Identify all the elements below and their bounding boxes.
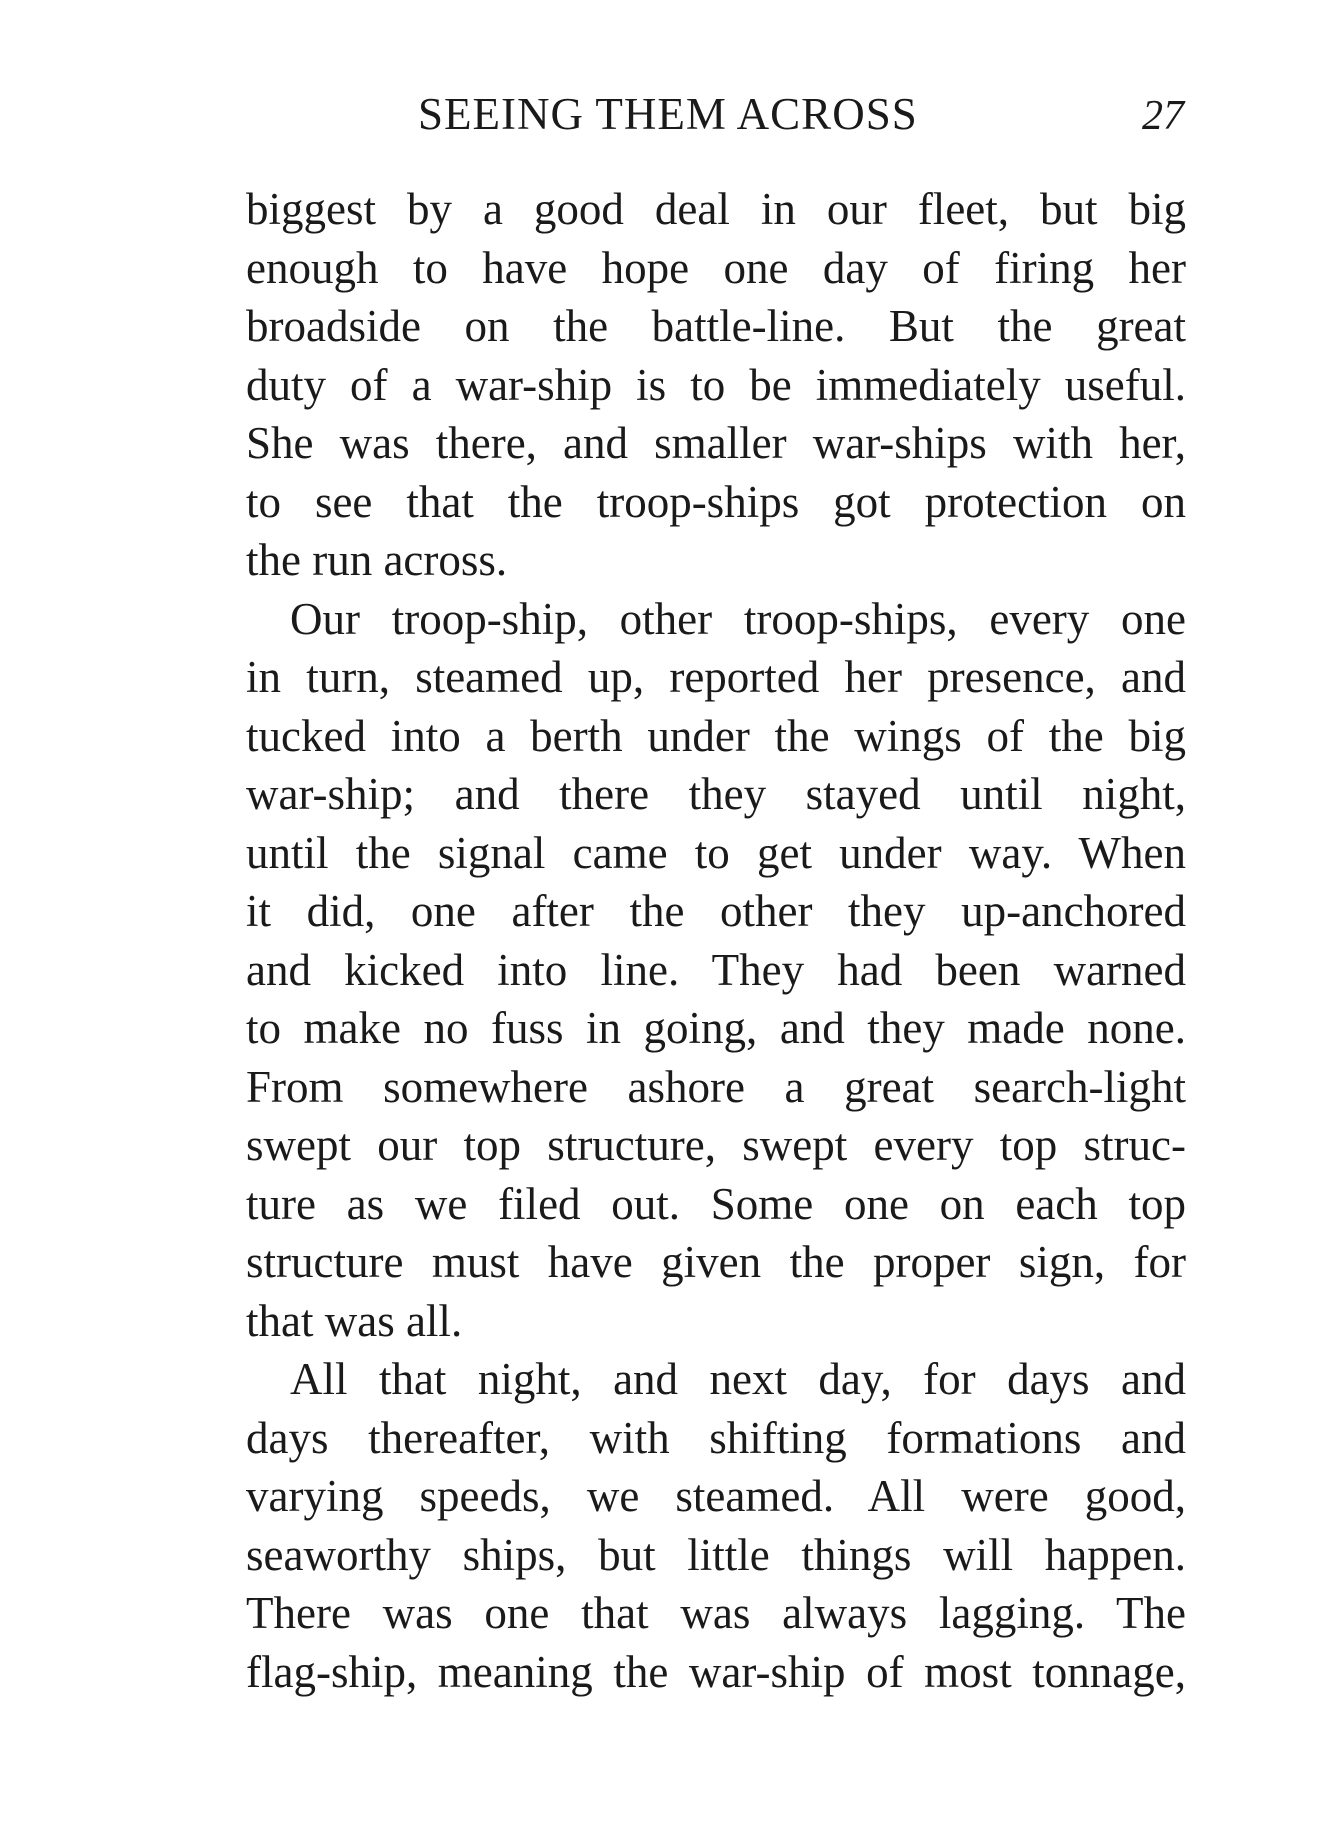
paragraph-3 (246, 1350, 1186, 1701)
text-line: varying speeds, we steamed. All were good, (246, 1471, 1186, 1521)
text-line: Our troop-ship, other troop-ships, every one (290, 593, 1186, 644)
text-line: and kicked into line. They had been warned (246, 944, 1186, 995)
text-line: war-ship; and there they stayed until night, (246, 769, 1186, 819)
text-line: that was all. (246, 1295, 463, 1346)
text-line: flag-ship, meaning the war-ship of most tonnage, (246, 1646, 1186, 1697)
text-line: the run across. (246, 535, 508, 585)
text-line: There was one that was always lagging. The (246, 1588, 1186, 1638)
text-line: biggest by a good deal in our fleet, but big (246, 184, 1186, 234)
text-line: She was there, and smaller war-ships with her, (246, 418, 1186, 468)
paragraph-1 (246, 180, 1186, 590)
text-line: days thereafter, with shifting formations and (246, 1412, 1186, 1463)
text-line: All that night, and next day, for days and (290, 1354, 1186, 1404)
text-line: in turn, steamed up, reported her presence, and (246, 652, 1186, 702)
text-line: structure must have given the proper sign, for (246, 1237, 1186, 1287)
text-line: it did, one after the other they up-anchored (246, 886, 1186, 936)
text-line: enough to have hope one day of firing her (246, 242, 1186, 293)
paragraph-2 (246, 590, 1186, 1351)
text-line: duty of a war-ship is to be immediately useful. (246, 359, 1186, 410)
body-text (246, 180, 1186, 1701)
text-line: From somewhere ashore a great search-light (246, 1061, 1186, 1112)
running-head (246, 88, 1186, 158)
text-line: to make no fuss in going, and they made none. (246, 1003, 1186, 1053)
text-line: broadside on the battle-line. But the great (246, 301, 1186, 351)
text-line: ture as we filed out. Some one on each top (246, 1178, 1186, 1229)
text-line: swept our top structure, swept every top struc- (246, 1120, 1186, 1170)
running-title: SEEING THEM ACROSS (418, 89, 918, 139)
text-line: to see that the troop-ships got protection on (246, 476, 1186, 527)
text-line: until the signal came to get under way. When (246, 827, 1186, 878)
page-number: 27 (1142, 93, 1184, 139)
text-line: seaworthy ships, but little things will happen. (246, 1529, 1186, 1580)
text-line: tucked into a berth under the wings of the big (246, 710, 1186, 761)
